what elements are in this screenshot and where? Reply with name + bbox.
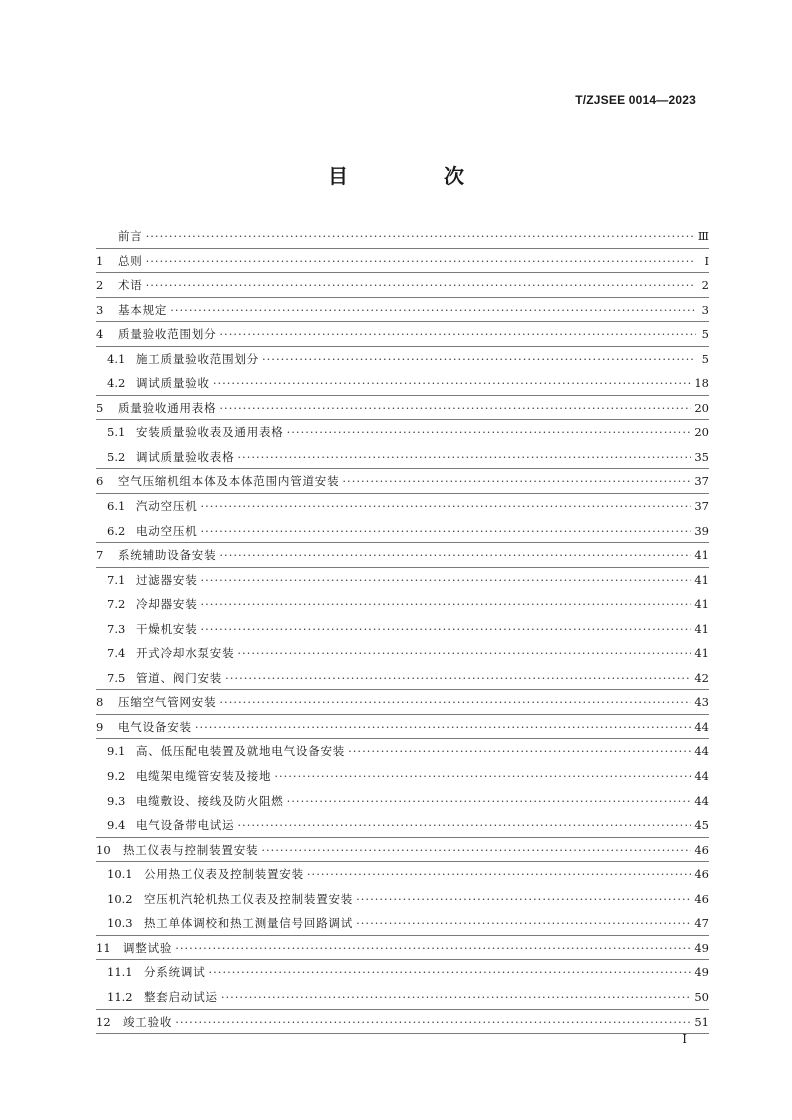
toc-entry-label: 冷却器安装 — [136, 597, 198, 612]
toc-entry-number: 7.2 — [107, 597, 126, 612]
toc-entry-label: 电气设备带电试运 — [136, 818, 235, 833]
toc-entry[interactable] — [96, 298, 709, 323]
toc-entry-label: 质量验收通用表格 — [118, 400, 217, 415]
toc-entry-number: 10.1 — [107, 867, 133, 882]
toc-entry-number: 3 — [96, 302, 104, 317]
toc-entry[interactable] — [96, 960, 709, 985]
toc-entry[interactable] — [96, 445, 709, 470]
toc-entry-label: 热工单体调校和热工测量信号回路调试 — [144, 916, 354, 931]
toc-entry[interactable] — [96, 887, 709, 912]
toc-leader-dots — [356, 887, 691, 912]
toc-entry-label: 压缩空气管网安装 — [118, 695, 217, 710]
toc-entry-page: 44 — [694, 769, 709, 784]
toc-entry-number: 4.1 — [107, 351, 126, 366]
toc-leader-dots — [219, 396, 691, 421]
toc-entry-number: 7 — [96, 548, 104, 563]
toc-entry-number: 9 — [96, 719, 104, 734]
toc-entry-page: 41 — [694, 621, 709, 636]
toc-entry[interactable] — [96, 224, 709, 249]
toc-entry-page: 41 — [694, 646, 709, 661]
toc-entry[interactable] — [96, 592, 709, 617]
toc-leader-dots — [201, 592, 692, 617]
toc-entry[interactable] — [96, 789, 709, 814]
toc-entry-label: 调试质量验收 — [136, 376, 210, 391]
toc-entry-number: 8 — [96, 695, 104, 710]
toc-entry-page: 5 — [701, 351, 709, 366]
toc-entry-label: 整套启动试运 — [144, 989, 218, 1004]
toc-entry-label: 分系统调试 — [144, 965, 206, 980]
toc-entry[interactable] — [96, 813, 709, 838]
toc-entry-label: 基本规定 — [118, 302, 168, 317]
toc-entry-label: 安装质量验收表及通用表格 — [136, 425, 284, 440]
toc-entry[interactable] — [96, 862, 709, 887]
toc-entry-page: 39 — [694, 523, 709, 538]
toc-entry-number: 10.3 — [107, 916, 133, 931]
toc-entry-page: 35 — [694, 449, 709, 464]
toc-entry[interactable] — [96, 985, 709, 1010]
toc-entry-number: 7.3 — [107, 621, 126, 636]
toc-entry[interactable] — [96, 666, 709, 691]
toc-entry-number: 9.3 — [107, 793, 126, 808]
toc-entry[interactable] — [96, 469, 709, 494]
toc-leader-dots — [262, 347, 696, 372]
toc-entry[interactable] — [96, 936, 709, 961]
toc-entry-label: 开式冷却水泵安装 — [136, 646, 235, 661]
toc-entry-number: 9.1 — [107, 744, 126, 759]
toc-entry-number: 11.2 — [107, 989, 133, 1004]
toc-entry-page: 3 — [701, 302, 709, 317]
toc-entry-number: 7.5 — [107, 670, 126, 685]
toc-entry[interactable] — [96, 543, 709, 568]
toc-leader-dots — [201, 494, 692, 519]
toc-entry-label: 调试质量验收表格 — [136, 449, 235, 464]
toc-leader-dots — [209, 960, 692, 985]
toc-leader-dots — [175, 936, 691, 961]
table-of-contents — [96, 224, 709, 1034]
toc-leader-dots — [307, 862, 691, 887]
toc-entry-label: 公用热工仪表及控制装置安装 — [144, 867, 304, 882]
toc-entry-number: 11.1 — [107, 965, 133, 980]
toc-entry[interactable] — [96, 715, 709, 740]
toc-entry-number: 4.2 — [107, 376, 126, 391]
toc-entry-label: 空压机汽轮机热工仪表及控制装置安装 — [144, 891, 354, 906]
toc-leader-dots — [219, 690, 691, 715]
toc-entry-page: 46 — [694, 867, 709, 882]
toc-entry[interactable] — [96, 371, 709, 396]
toc-entry-label: 高、低压配电装置及就地电气设备安装 — [136, 744, 346, 759]
toc-entry-page: 20 — [694, 400, 709, 415]
toc-leader-dots — [219, 543, 691, 568]
toc-entry-page: 45 — [694, 818, 709, 833]
toc-entry[interactable] — [96, 347, 709, 372]
toc-entry-label: 电气设备安装 — [118, 719, 192, 734]
toc-leader-dots — [356, 911, 691, 936]
toc-entry-number: 7.4 — [107, 646, 126, 661]
toc-leader-dots — [225, 666, 691, 691]
toc-leader-dots — [237, 641, 691, 666]
toc-entry-label: 空气压缩机组本体及本体范围内管道安装 — [118, 474, 340, 489]
toc-entry[interactable] — [96, 273, 709, 298]
toc-entry-label: 术语 — [118, 278, 143, 293]
toc-entry-page: 44 — [694, 744, 709, 759]
toc-leader-dots — [213, 371, 692, 396]
toc-entry-label: 质量验收范围划分 — [118, 327, 217, 342]
toc-entry-page: 5 — [701, 327, 709, 342]
page-number: Ⅰ — [682, 1032, 687, 1046]
toc-leader-dots — [274, 764, 691, 789]
toc-entry[interactable] — [96, 494, 709, 519]
toc-entry-number: 11 — [96, 940, 111, 955]
toc-entry-label: 电动空压机 — [136, 523, 198, 538]
toc-leader-dots — [287, 789, 692, 814]
toc-leader-dots — [146, 249, 696, 274]
toc-entry-page: 41 — [694, 548, 709, 563]
toc-entry-page: 50 — [694, 989, 709, 1004]
toc-entry-number: 6 — [96, 474, 104, 489]
toc-leader-dots — [195, 715, 692, 740]
toc-leader-dots — [175, 1010, 691, 1035]
toc-leader-dots — [219, 322, 696, 347]
toc-entry[interactable] — [96, 396, 709, 421]
toc-entry-page: 49 — [694, 965, 709, 980]
toc-entry-number: 5.2 — [107, 449, 126, 464]
toc-entry-number: 5.1 — [107, 425, 126, 440]
toc-entry-page: 43 — [694, 695, 709, 710]
toc-leader-dots — [201, 617, 692, 642]
toc-entry-page: 41 — [694, 597, 709, 612]
toc-entry[interactable] — [96, 420, 709, 445]
toc-entry[interactable] — [96, 641, 709, 666]
toc-leader-dots — [201, 568, 692, 593]
document-code: T/ZJSEE 0014—2023 — [575, 93, 696, 107]
toc-entry-number: 5 — [96, 400, 104, 415]
toc-leader-dots — [170, 298, 696, 323]
toc-entry-number: 4 — [96, 327, 104, 342]
toc-leader-dots — [287, 420, 692, 445]
toc-entry[interactable] — [96, 838, 709, 863]
toc-leader-dots — [201, 519, 692, 544]
toc-leader-dots — [146, 224, 695, 249]
toc-entry-label: 管道、阀门安装 — [136, 670, 223, 685]
toc-entry-number: 10.2 — [107, 891, 133, 906]
toc-entry[interactable] — [96, 690, 709, 715]
toc-entry-label: 电缆架电缆管安装及接地 — [136, 769, 272, 784]
toc-leader-dots — [237, 445, 691, 470]
toc-entry-page: 46 — [694, 891, 709, 906]
toc-entry-label: 施工质量验收范围划分 — [136, 351, 259, 366]
toc-entry[interactable] — [96, 617, 709, 642]
toc-entry-label: 系统辅助设备安装 — [118, 548, 217, 563]
toc-leader-dots — [221, 985, 692, 1010]
toc-entry-page: 44 — [694, 793, 709, 808]
toc-entry-label: 汽动空压机 — [136, 499, 198, 514]
toc-entry-label: 前言 — [118, 229, 143, 243]
toc-leader-dots — [146, 273, 696, 298]
toc-entry-label: 干燥机安装 — [136, 621, 198, 636]
toc-leader-dots — [342, 469, 691, 494]
toc-entry[interactable] — [96, 322, 709, 347]
toc-entry-page: 51 — [694, 1014, 709, 1029]
toc-leader-dots — [261, 838, 691, 863]
toc-title: 目 次 — [328, 164, 502, 188]
toc-entry[interactable] — [96, 1010, 709, 1035]
toc-entry-page: 49 — [694, 940, 709, 955]
toc-entry[interactable] — [96, 568, 709, 593]
toc-entry-page: 46 — [694, 842, 709, 857]
toc-entry-number: 9.4 — [107, 818, 126, 833]
toc-entry[interactable] — [96, 519, 709, 544]
toc-entry-page: 18 — [694, 376, 709, 391]
toc-entry-label: 调整试验 — [123, 940, 173, 955]
toc-entry-number: 9.2 — [107, 769, 126, 784]
toc-entry[interactable] — [96, 764, 709, 789]
toc-entry-number: 1 — [96, 253, 104, 268]
toc-entry-page: 37 — [694, 474, 709, 489]
toc-entry-number: 6.2 — [107, 523, 126, 538]
toc-entry-page: 20 — [694, 425, 709, 440]
toc-entry[interactable] — [96, 911, 709, 936]
toc-entry-page: 47 — [694, 916, 709, 931]
toc-entry-number: 10 — [96, 842, 111, 857]
toc-leader-dots — [237, 813, 691, 838]
toc-entry[interactable] — [96, 739, 709, 764]
toc-entry-label: 电缆敷设、接线及防火阻燃 — [136, 793, 284, 808]
toc-entry-page: 2 — [701, 278, 709, 293]
toc-entry-label: 过滤器安装 — [136, 572, 198, 587]
toc-entry-page: 44 — [694, 719, 709, 734]
toc-entry-number: 6.1 — [107, 499, 126, 514]
toc-leader-dots — [348, 739, 691, 764]
toc-entry-number: 7.1 — [107, 572, 126, 587]
toc-entry-number: 12 — [96, 1014, 111, 1029]
toc-entry-page: 41 — [694, 572, 709, 587]
toc-entry-page: Ⅰ — [704, 253, 709, 268]
toc-entry-page: Ⅲ — [697, 229, 709, 243]
toc-entry-page: 37 — [694, 499, 709, 514]
toc-entry-number: 2 — [96, 278, 104, 293]
toc-entry-label: 竣工验收 — [123, 1014, 173, 1029]
toc-entry[interactable] — [96, 249, 709, 274]
toc-entry-label: 总则 — [118, 253, 143, 268]
toc-entry-page: 42 — [694, 670, 709, 685]
toc-entry-label: 热工仪表与控制装置安装 — [123, 842, 259, 857]
